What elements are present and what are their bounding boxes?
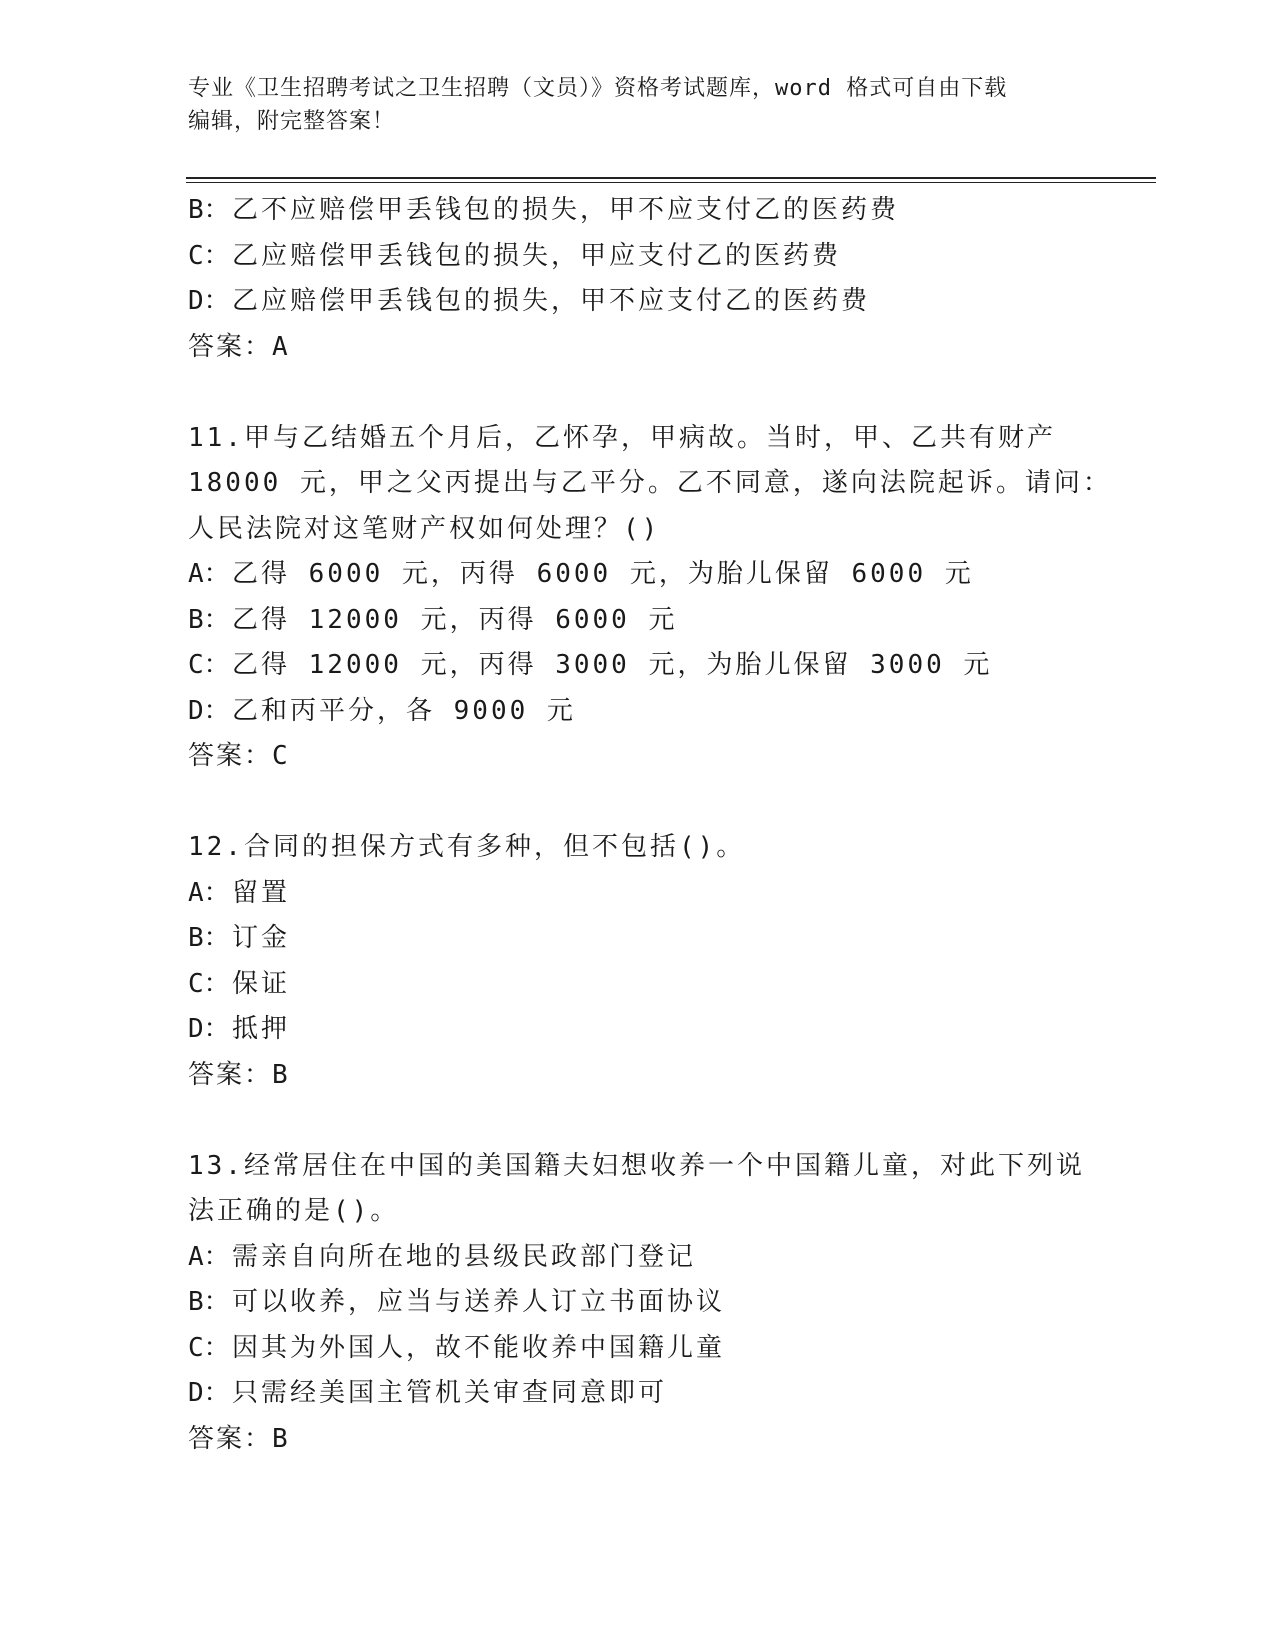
question-11: [188, 416, 1112, 780]
question-10-tail: [188, 188, 1088, 370]
option-text: 因其为外国人，故不能收养中国籍儿童: [232, 1332, 726, 1363]
option-key: D：: [188, 1378, 230, 1408]
option-text: 留置: [232, 877, 291, 908]
option-key: B：: [188, 923, 230, 953]
question-stem-line: 11.甲与乙结婚五个月后，乙怀孕，甲病故。当时，甲、乙共有财产: [188, 422, 1056, 453]
question-content: [188, 188, 1112, 1462]
option-key: B：: [188, 195, 230, 225]
answer-line: 答案：B: [188, 1423, 290, 1454]
option-text: 乙得 6000 元，丙得 6000 元，为胎儿保留 6000 元: [232, 559, 974, 589]
spacer: [188, 1098, 1088, 1144]
header-line-2: 编辑，附完整答案！: [188, 109, 396, 134]
option-text: 抵押: [232, 1014, 291, 1044]
option-key: A：: [188, 1241, 230, 1272]
option-key: C：: [188, 240, 230, 271]
option-key: A：: [188, 877, 230, 908]
option-key: C：: [188, 1332, 230, 1363]
option-text: 乙应赔偿甲丢钱包的损失，甲应支付乙的医药费: [232, 240, 842, 271]
spacer: [188, 370, 1088, 416]
option-key: C：: [188, 968, 230, 999]
option-d: [188, 689, 1088, 735]
question-stem-line: 法正确的是()。: [188, 1196, 400, 1226]
option-key: C：: [188, 650, 230, 680]
option-c: [188, 962, 1088, 1008]
option-key: A：: [188, 559, 230, 589]
option-key: D：: [188, 1014, 230, 1044]
option-text: 订金: [232, 923, 291, 953]
option-text: 保证: [232, 968, 291, 999]
option-a: [188, 552, 1088, 598]
option-key: D：: [188, 286, 230, 316]
option-b: [188, 1280, 1088, 1326]
option-c: [188, 643, 1088, 689]
option-text: 可以收养，应当与送养人订立书面协议: [232, 1287, 726, 1317]
option-b: [188, 188, 1088, 234]
option-b: [188, 916, 1088, 962]
option-d: [188, 1371, 1088, 1417]
question-stem-line: 13.经常居住在中国的美国籍夫妇想收养一个中国籍儿童，对此下列说: [188, 1150, 1085, 1181]
question-13: [188, 1144, 1088, 1463]
option-text: 需亲自向所在地的县级民政部门登记: [232, 1241, 697, 1272]
option-c: [188, 234, 1088, 280]
option-d: [188, 279, 1088, 325]
option-key: D：: [188, 695, 230, 726]
option-key: B：: [188, 604, 230, 635]
option-text: 乙得 12000 元，丙得 6000 元: [232, 604, 678, 635]
option-b: [188, 598, 1088, 644]
spacer: [188, 780, 1088, 826]
option-text: 乙和丙平分，各 9000 元: [232, 695, 576, 726]
header-divider: [186, 177, 1156, 183]
option-c: [188, 1326, 1088, 1372]
answer-line: 答案：C: [188, 741, 290, 771]
option-text: 乙不应赔偿甲丢钱包的损失，甲不应支付乙的医药费: [232, 195, 900, 225]
option-d: [188, 1007, 1088, 1053]
question-12: [188, 825, 1088, 1098]
question-stem-line: 人民法院对这笔财产权如何处理？(): [188, 513, 661, 544]
answer-line: 答案：A: [188, 331, 290, 362]
question-stem-line: 18000 元，甲之父丙提出与乙平分。乙不同意，遂向法院起诉。请问：: [188, 468, 1112, 498]
question-stem-line: 12.合同的担保方式有多种，但不包括()。: [188, 832, 746, 862]
option-key: B：: [188, 1287, 230, 1317]
page-header: [188, 72, 1088, 138]
option-text: 乙得 12000 元，丙得 3000 元，为胎儿保留 3000 元: [232, 650, 993, 680]
option-text: 乙应赔偿甲丢钱包的损失，甲不应支付乙的医药费: [232, 286, 871, 316]
option-text: 只需经美国主管机关审查同意即可: [232, 1378, 668, 1408]
option-a: [188, 871, 1088, 917]
answer-line: 答案：B: [188, 1059, 290, 1090]
option-a: [188, 1235, 1088, 1281]
header-line-1: 专业《卫生招聘考试之卫生招聘（文员）》资格考试题库，word 格式可自由下载: [188, 76, 1008, 101]
